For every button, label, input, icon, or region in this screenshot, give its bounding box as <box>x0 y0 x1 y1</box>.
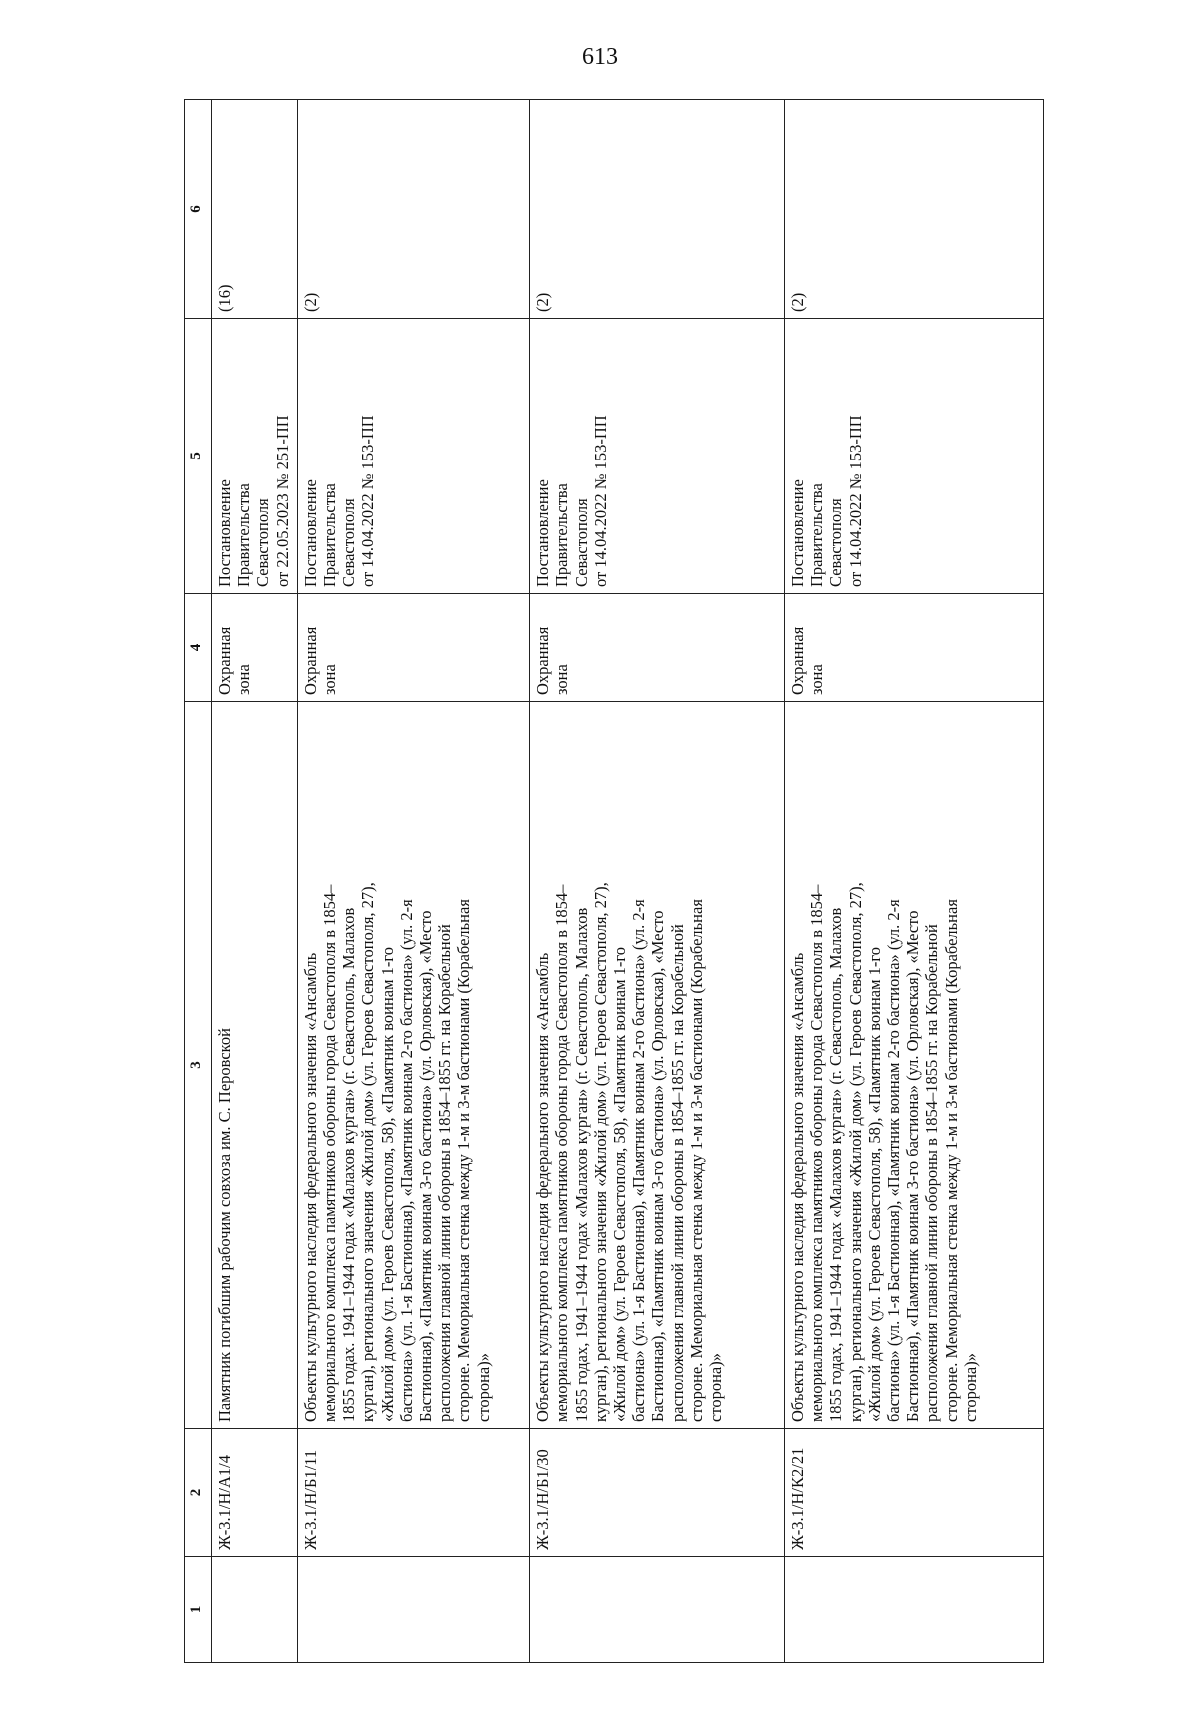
cell-reference: (2) <box>785 100 1044 319</box>
cell-description-line: сторона)» <box>960 1353 980 1422</box>
cell-reference: (16) <box>212 100 298 319</box>
cell-description-line: Объекты культурного наследия федерального значения «Ансамбль <box>533 952 553 1422</box>
cell-decree-line: Севастополя <box>826 498 846 587</box>
table-row <box>785 100 1044 1663</box>
cell-description-line: 1855 годах, 1941–1944 годах «Малахов курган» (г. Севастополь, Малахов <box>571 907 591 1422</box>
cell-decree-line: Правительства <box>552 483 572 587</box>
header-row <box>185 100 212 1663</box>
cell-zone <box>297 594 529 702</box>
cell-description-line: мемориального комплекса памятников обороны города Севастополя в 1854– <box>807 884 827 1422</box>
cell-decree <box>785 319 1044 594</box>
cell-number <box>785 1557 1044 1663</box>
cell-decree-line: Правительства <box>234 483 254 587</box>
header-col-3: 3 <box>185 702 212 1429</box>
cell-description-line: «Жилой дом» (ул. Героев Севастополя, 58), «Памятник воинам 1-го <box>377 946 397 1422</box>
cell-number <box>212 1557 298 1663</box>
cell-zone <box>530 594 785 702</box>
cell-reference: (2) <box>530 100 785 319</box>
cell-description-line: сторона)» <box>705 1353 725 1422</box>
cell-description-line: мемориального комплекса памятников обороны города Севастополя в 1854– <box>552 884 572 1422</box>
cell-description <box>297 702 529 1429</box>
cell-description-line: Бастионная), «Памятник воинам 3-го бастиона» (ул. Орловская), «Место <box>648 910 668 1422</box>
page-number: 613 <box>582 44 618 70</box>
cell-decree-line: от 22.05.2023 № 251-ПП <box>272 415 292 587</box>
cell-decree <box>297 319 529 594</box>
cell-number <box>530 1557 785 1663</box>
cell-zone-line: зона <box>552 664 572 695</box>
cell-description-line: «Жилой дом» (ул. Героев Севастополя, 58), «Памятник воинам 1-го <box>864 946 884 1422</box>
cell-decree-line: Постановление <box>533 479 553 587</box>
cell-decree-line: Постановление <box>788 479 807 587</box>
cell-decree-line: Севастополя <box>571 498 591 587</box>
cell-zone-line: Охранная <box>300 626 320 695</box>
cell-description-line: бастиона» (ул. 1-я Бастионная), «Памятник воинам 2-го бастиона» (ул. 2-я <box>884 899 904 1422</box>
cell-description-line: мемориального комплекса памятников обороны города Севастополя в 1854– <box>319 884 339 1422</box>
cell-decree <box>530 319 785 594</box>
table-row <box>297 100 529 1663</box>
cell-decree <box>212 319 298 594</box>
cell-zone-line: Охранная <box>788 626 807 695</box>
cell-zone-line: зона <box>234 664 254 695</box>
header-col-5: 5 <box>185 319 212 594</box>
cell-description-line: «Жилой дом» (ул. Героев Севастополя, 58), «Памятник воинам 1-го <box>609 946 629 1422</box>
cell-description-line: бастиона» (ул. 1-я Бастионная), «Памятник воинам 2-го бастиона» (ул. 2-я <box>629 899 649 1422</box>
cell-description-line: курган), регионального значения «Жилой дом» (ул. Героев Севастополя, 27), <box>358 882 378 1422</box>
cell-zone-line: зона <box>807 664 827 695</box>
rotated-table-container <box>184 100 1044 1663</box>
cell-code: Ж-3.1/Н/А1/4 <box>212 1429 298 1557</box>
cell-description <box>212 702 298 1429</box>
cell-description-line: 1855 годах. 1941–1944 годах «Малахов курган» (г. Севастополь, Малахов <box>339 907 359 1422</box>
cell-description-line: Объекты культурного наследия федерального значения «Ансамбль <box>300 952 320 1422</box>
cell-zone <box>212 594 298 702</box>
table-row <box>530 100 785 1663</box>
cell-description-line: Бастионная), «Памятник воинам 3-го бастиона» (ул. Орловская), «Место <box>416 910 435 1422</box>
cell-description-line: стороне. Мемориальная стенка между 1-м и 3-м бастионами (Корабельная <box>686 899 706 1422</box>
cell-description-line: курган), регионального значения «Жилой дом» (ул. Героев Севастополя, 27), <box>590 882 610 1422</box>
cell-description-line: расположения главной линии обороны в 1854–1855 гг. на Корабельной <box>435 924 455 1422</box>
header-col-6: 6 <box>185 100 212 319</box>
header-col-1: 1 <box>185 1557 212 1663</box>
cell-decree-line: от 14.04.2022 № 153-ПП <box>358 415 378 587</box>
header-col-2: 2 <box>185 1429 212 1557</box>
cell-zone-line: зона <box>319 664 339 695</box>
cell-decree-line: Правительства <box>319 483 339 587</box>
cell-code: Ж-3.1/Н/К2/21 <box>785 1429 1044 1557</box>
cell-description-line: расположения главной линии обороны в 1854–1855 гг. на Корабельной <box>667 924 687 1422</box>
cell-description-line: Объекты культурного наследия федерального значения «Ансамбль <box>788 952 807 1422</box>
table-row <box>212 100 298 1663</box>
cell-description-line: 1855 годах, 1941–1944 годах «Малахов курган» (г. Севастополь, Малахов <box>826 907 846 1422</box>
cell-decree-line: Севастополя <box>253 498 273 587</box>
cell-decree-line: Постановление <box>215 479 234 587</box>
cell-description-line: бастиона» (ул. 1-я Бастионная), «Памятник воинам 2-го бастиона» (ул. 2-я <box>396 899 416 1422</box>
rotated-table <box>184 100 1044 1663</box>
cell-code: Ж-3.1/Н/Б1/11 <box>297 1429 529 1557</box>
cell-decree-line: от 14.04.2022 № 153-ПП <box>845 415 865 587</box>
cell-code: Ж-3.1/Н/Б1/30 <box>530 1429 785 1557</box>
cell-description-line: Бастионная), «Памятник воинам 3-го бастиона» (ул. Орловская), «Место <box>903 910 923 1422</box>
cell-decree-line: от 14.04.2022 № 153-ПП <box>590 415 610 587</box>
cell-description-line: расположения главной линии обороны в 1854–1855 гг. на Корабельной <box>922 924 942 1422</box>
cell-decree-line: Постановление <box>300 479 320 587</box>
registry-table <box>184 99 1044 1663</box>
header-col-4: 4 <box>185 594 212 702</box>
cell-zone-line: Охранная <box>215 626 234 695</box>
cell-description-line: стороне. Мемориальная стенка между 1-м и 3-м бастионами (Корабельная <box>941 899 961 1422</box>
cell-zone <box>785 594 1044 702</box>
cell-description-line: Памятник погибшим рабочим совхоза им. С. Перовской <box>215 1028 234 1422</box>
cell-description-line: курган), регионального значения «Жилой дом» (ул. Героев Севастополя, 27), <box>845 882 865 1422</box>
cell-description <box>785 702 1044 1429</box>
cell-description <box>530 702 785 1429</box>
cell-zone-line: Охранная <box>533 626 553 695</box>
cell-description-line: сторона)» <box>473 1353 493 1422</box>
cell-number <box>297 1557 529 1663</box>
cell-description-line: стороне. Мемориальная стенка между 1-м и 3-м бастионами (Корабельная <box>454 899 474 1422</box>
cell-reference: (2) <box>297 100 529 319</box>
cell-decree-line: Севастополя <box>339 498 359 587</box>
cell-decree-line: Правительства <box>807 483 827 587</box>
